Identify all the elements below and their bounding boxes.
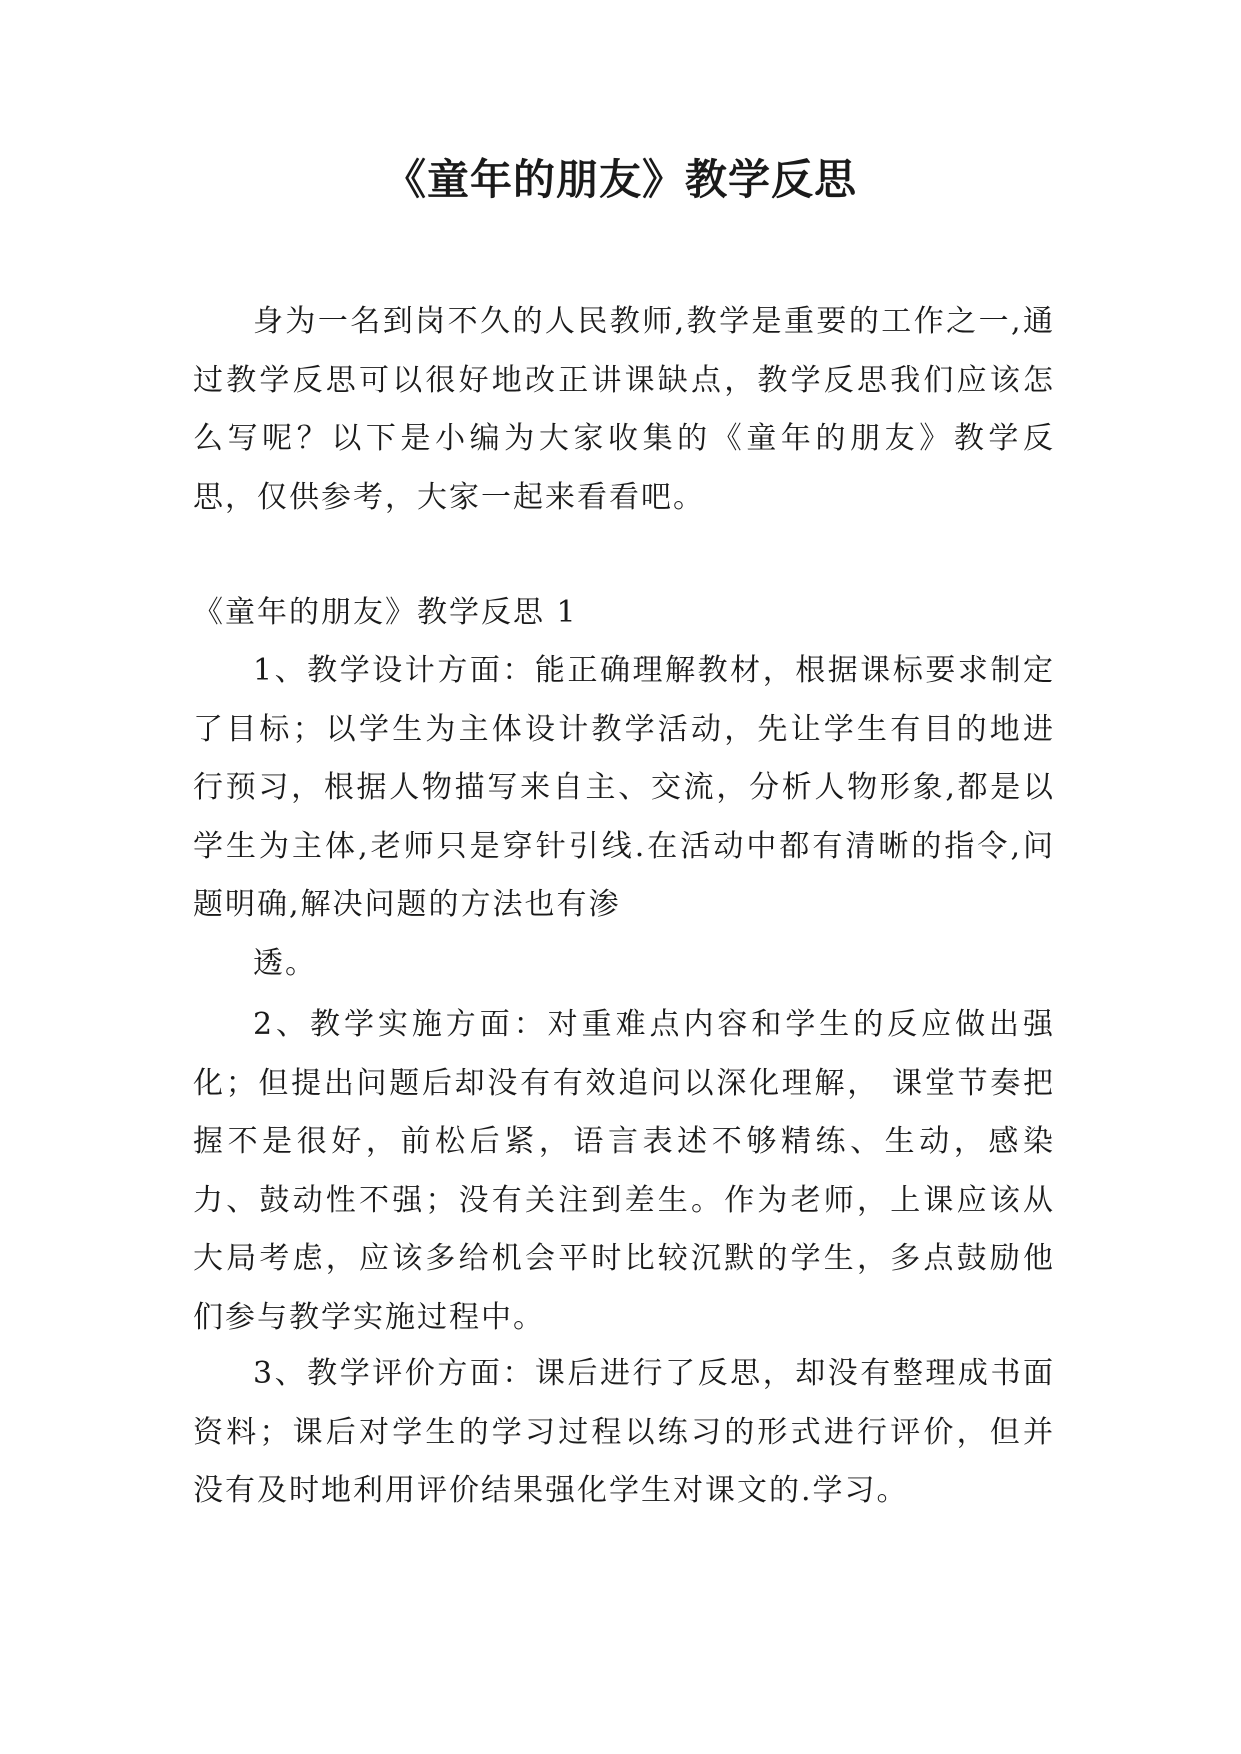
paragraph-teaching-implementation: 2、教学实施方面：对重难点内容和学生的反应做出强化；但提出问题后却没有有效追问以深化理解， 课堂节奏把握不是很好，前松后紧，语言表述不够精练、生动，感染力、鼓动性不强；没有关注到差生。作为老师，上课应该从大局考虑，应该多给机会平时比较沉默的学生，多点鼓励他们参与教学实施过程中。 [193,1007,1055,1335]
intro-paragraph: 身为一名到岗不久的人民教师,教学是重要的工作之一,通过教学反思可以很好地改正讲课缺点，教学反思我们应该怎么写呢？以下是小编为大家收集的《童年的朋友》教学反思，仅供参考，大家一起来看看吧。 [193,304,1055,515]
section-heading: 《童年的朋友》教学反思 1 [193,595,578,630]
paragraph-teaching-design: 1、教学设计方面：能正确理解教材，根据课标要求制定了目标；以学生为主体设计教学活动，先让学生有目的地进行预习，根据人物描写来自主、交流，分析人物形象,都是以学生为主体,老师只是穿针引线.在活动中都有清晰的指令,问题明确,解决问题的方法也有渗 [193,653,1055,922]
document-title: 《童年的朋友》教学反思 [383,155,857,204]
paragraph-teaching-design-tail: 透。 [253,946,317,981]
paragraph-teaching-evaluation: 3、教学评价方面：课后进行了反思，却没有整理成书面资料；课后对学生的学习过程以练习的形式进行评价，但并没有及时地利用评价结果强化学生对课文的.学习。 [193,1356,1055,1508]
